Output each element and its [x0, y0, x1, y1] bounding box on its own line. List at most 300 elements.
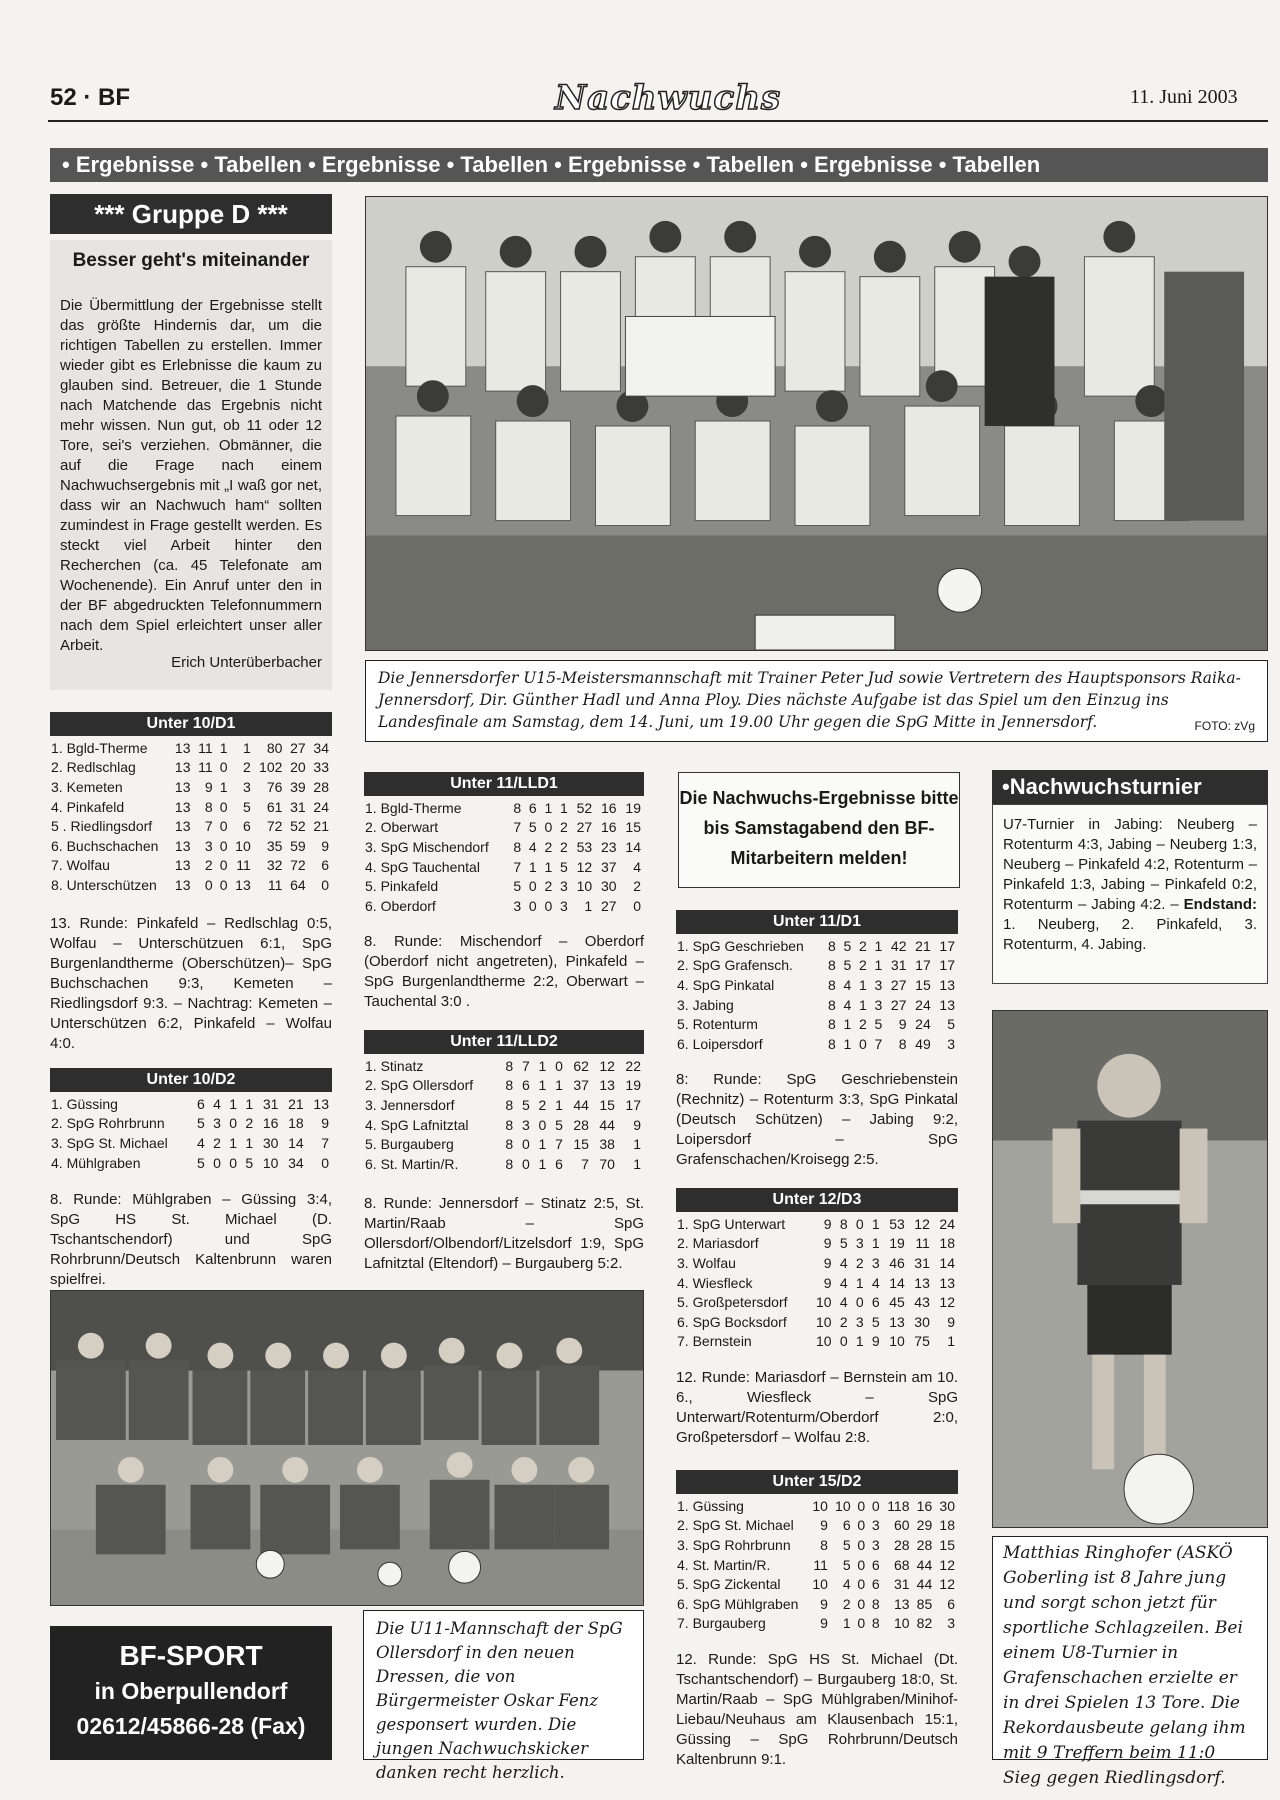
stat-cell: 5	[242, 798, 251, 815]
stat-cell: 9	[820, 1595, 828, 1612]
team-name-cell: 4. Wiesfleck	[677, 1274, 753, 1291]
table-row	[362, 1115, 644, 1135]
stat-cell: 28	[313, 778, 329, 795]
stat-cell: 1	[855, 1333, 864, 1350]
stat-cell: 16	[600, 799, 617, 816]
stat-cell: 4	[839, 1294, 848, 1311]
round-results-u11d1: 8: Runde: SpG Geschriebenstein (Rechnitz) – Rotenturm 3:3, SpG Pinkatal (Deutsch Schützen) – Jabing 9:2, Loipersdorf – SpG Grafenschachen/Kroisegg 2:5.	[676, 1071, 958, 1168]
stat-cell: 1	[584, 897, 593, 914]
stat-cell: 82	[916, 1615, 933, 1632]
stat-cell: 1	[858, 976, 867, 993]
stat-cell: 76	[266, 778, 283, 795]
stat-cell: 6	[196, 1095, 205, 1112]
table-row	[674, 1332, 958, 1352]
stat-cell: 27	[890, 996, 907, 1013]
stat-cell: 14	[625, 838, 641, 855]
team-photo-u15-jennersdorf	[365, 196, 1268, 651]
stat-cell: 0	[219, 818, 228, 835]
team-name-cell: 1. Bgld-Therme	[51, 739, 148, 756]
stat-cell: 8	[827, 1035, 836, 1052]
stat-cell: 7	[555, 1136, 563, 1153]
team-name-cell: 5. Burgauberg	[365, 1136, 454, 1153]
team-name-cell: 5. Pinkafeld	[365, 878, 439, 895]
stat-cell: 2	[204, 857, 213, 874]
stat-cell: 5	[839, 1235, 848, 1252]
stat-cell: 12	[914, 1215, 930, 1232]
team-name-cell: 3. Kemeten	[51, 778, 123, 795]
team-name-cell: 5. SpG Zickental	[677, 1576, 781, 1593]
team-name-cell: 2. SpG Rohrbrunn	[51, 1115, 165, 1132]
boy-player-photo	[992, 1010, 1268, 1528]
stat-cell: 1	[538, 1136, 547, 1153]
stat-cell: 5	[842, 1536, 851, 1553]
stat-cell: 15	[939, 1536, 955, 1553]
stat-cell: 29	[916, 1517, 933, 1534]
stat-cell: 1	[874, 957, 883, 974]
stat-cell: 22	[625, 1057, 641, 1074]
header-rule	[48, 120, 1268, 122]
table-row	[362, 896, 644, 916]
stat-cell: 1	[947, 1333, 955, 1350]
stat-cell: 5	[874, 1016, 883, 1033]
stat-cell: 0	[521, 1136, 530, 1153]
section-banner: • Ergebnisse • Tabellen • Ergebnisse • Tabellen • Ergebnisse • Tabellen • Ergebnisse • Tabellen	[50, 148, 1268, 182]
team-name-cell: 6. Oberdorf	[365, 897, 436, 914]
stat-cell: 13	[313, 1095, 329, 1112]
stat-cell: 0	[321, 1154, 329, 1171]
round-results-u10d1: 13. Runde: Pinkafeld – Redlschlag 0:5, Wolfau – Unterschützuen 6:1, SpG Burgenlandtherme (Oberschützen)– SpG Buchschachen 9:3, Kemeten – Riedlingsdorf 9:3. – Nachtrag: Kemeten – Unterschützen 6:2, Pinkafeld – Wolfau 4:0.	[50, 915, 332, 1052]
tournament-box	[992, 804, 1268, 984]
stat-cell: 12	[939, 1294, 955, 1311]
team-name-cell: 4. SpG Tauchental	[365, 858, 480, 875]
stat-cell: 2	[858, 937, 867, 954]
stat-cell: 24	[915, 1016, 931, 1033]
stat-cell: 2	[858, 1016, 867, 1033]
commentary-heading: Besser geht's miteinander	[72, 250, 310, 271]
stat-cell: 24	[313, 798, 329, 815]
stat-cell: 12	[939, 1556, 955, 1573]
stat-cell: 49	[915, 1035, 931, 1052]
stat-cell: 7	[513, 819, 522, 836]
stat-cell: 19	[625, 1077, 641, 1094]
stat-cell: 13	[174, 876, 191, 893]
stat-cell: 27	[600, 897, 617, 914]
stat-cell: 15	[625, 819, 641, 836]
stat-cell: 2	[560, 819, 568, 836]
team-name-cell: 5. Rotenturm	[677, 1016, 758, 1033]
stat-cell: 8	[505, 1077, 514, 1094]
stat-cell: 8	[505, 1096, 514, 1113]
stat-cell: 6	[321, 857, 329, 874]
stat-cell: 5	[560, 858, 568, 875]
stat-cell: 13	[893, 1595, 910, 1612]
team-name-cell: 4. Pinkafeld	[51, 798, 125, 815]
stat-cell: 3	[874, 996, 883, 1013]
stat-cell: 1	[229, 1095, 238, 1112]
stat-cell: 0	[219, 837, 228, 854]
table-row	[674, 1034, 958, 1054]
stat-cell: 30	[939, 1497, 955, 1514]
stat-cell: 102	[259, 759, 283, 776]
tournament-title: •Nachwuchsturnier	[992, 770, 1268, 804]
stat-cell: 0	[219, 759, 228, 776]
stat-cell: 6	[871, 1556, 880, 1573]
stat-cell: 3	[874, 976, 883, 993]
stat-cell: 72	[266, 818, 283, 835]
stat-cell: 13	[939, 976, 955, 993]
stat-cell: 46	[889, 1254, 905, 1271]
stat-cell: 1	[842, 1615, 851, 1632]
stat-cell: 16	[262, 1115, 279, 1132]
stat-cell: 8	[505, 1155, 514, 1172]
stat-cell: 30	[914, 1313, 930, 1330]
stat-cell: 68	[893, 1556, 910, 1573]
table-row	[674, 1234, 958, 1254]
team-photo-graphic	[366, 197, 1267, 650]
stat-cell: 1	[871, 1215, 880, 1232]
stat-cell: 10	[262, 1154, 279, 1171]
stat-cell: 1	[229, 1134, 238, 1151]
stat-cell: 1	[555, 1096, 563, 1113]
stat-cell: 13	[174, 759, 191, 776]
stat-cell: 15	[573, 1136, 589, 1153]
stat-cell: 9	[633, 1116, 641, 1133]
stat-cell: 1	[544, 799, 553, 816]
table-row	[362, 837, 644, 857]
stat-cell: 11	[198, 759, 213, 776]
stat-cell: 0	[538, 1116, 547, 1133]
stat-cell: 21	[288, 1095, 304, 1112]
stat-cell: 37	[573, 1077, 589, 1094]
team-name-cell: 3. SpG Mischendorf	[365, 838, 489, 855]
stat-cell: 10	[235, 837, 251, 854]
team-photo-caption	[365, 660, 1268, 742]
bf-sport-location: in Oberpullendorf	[94, 1678, 288, 1704]
stat-cell: 3	[871, 1536, 880, 1553]
stat-cell: 17	[915, 957, 931, 974]
stat-cell: 5	[196, 1115, 205, 1132]
stat-cell: 10	[893, 1615, 910, 1632]
stat-cell: 43	[914, 1294, 930, 1311]
stat-cell: 12	[599, 1057, 615, 1074]
stat-cell: 32	[266, 857, 283, 874]
table-row	[674, 1214, 958, 1234]
stat-cell: 53	[576, 838, 593, 855]
stat-cell: 85	[916, 1595, 933, 1612]
stat-cell: 52	[576, 799, 593, 816]
team-name-cell: 2. Mariasdorf	[677, 1235, 759, 1252]
stat-cell: 5	[842, 1556, 851, 1573]
stat-cell: 13	[235, 876, 251, 893]
table-title-u11lld2: Unter 11/LLD2	[364, 1030, 644, 1054]
stat-cell: 0	[555, 1057, 563, 1074]
stat-cell: 80	[266, 739, 283, 756]
stat-cell: 8	[839, 1215, 848, 1232]
stat-cell: 13	[174, 778, 191, 795]
table-row	[362, 1095, 644, 1115]
stat-cell: 0	[204, 876, 213, 893]
stat-cell: 4	[213, 1095, 221, 1112]
stat-cell: 0	[857, 1576, 866, 1593]
stat-cell: 13	[174, 837, 191, 854]
team-photo-caption-text: Die Jennersdorfer U15-Meistersmannschaft mit Trainer Peter Jud sowie Vertretern des Hauptsponsors Raika-Jennersdorf, Dir. Günther Hadl und Anna Ploy. Dies nächste Aufgabe ist das Spiel um den Einzug ins Landesfinale am Samstag, dem 14. Juni, um 19.00 Uhr gegen die SpG Mitte in Jennersdorf.	[378, 669, 1241, 731]
table-row	[48, 777, 332, 797]
stat-cell: 16	[916, 1497, 933, 1514]
team-name-cell: 7. Bernstein	[677, 1333, 752, 1350]
stat-cell: 9	[823, 1274, 832, 1291]
stat-cell: 3	[521, 1116, 530, 1133]
stat-cell: 4	[839, 1254, 848, 1271]
table-row	[362, 876, 644, 896]
stat-cell: 10	[835, 1497, 851, 1514]
stat-cell: 0	[857, 1517, 866, 1534]
stat-cell: 4	[196, 1134, 205, 1151]
stat-cell: 118	[887, 1497, 910, 1514]
stat-cell: 3	[213, 1115, 221, 1132]
stat-cell: 28	[573, 1116, 589, 1133]
table-row	[674, 1273, 958, 1293]
stat-cell: 21	[915, 937, 931, 954]
stat-cell: 0	[321, 876, 329, 893]
stat-cell: 27	[290, 739, 306, 756]
table-row	[48, 875, 332, 895]
stat-cell: 5	[555, 1116, 563, 1133]
stat-cell: 11	[236, 857, 251, 874]
stat-cell: 3	[560, 878, 568, 895]
stat-cell: 44	[916, 1556, 933, 1573]
stat-cell: 1	[245, 1095, 254, 1112]
team-name-cell: 3. Jennersdorf	[365, 1096, 455, 1113]
standings-table-u10d1	[48, 738, 332, 895]
stat-cell: 44	[599, 1116, 615, 1133]
stat-cell: 0	[857, 1497, 866, 1514]
team-name-cell: 1. SpG Unterwart	[677, 1215, 786, 1232]
stat-cell: 3	[560, 897, 568, 914]
stat-cell: 75	[914, 1333, 930, 1350]
stat-cell: 8	[871, 1595, 880, 1612]
stat-cell: 0	[857, 1615, 866, 1632]
tournament-final-label: Endstand:	[1183, 896, 1257, 913]
stat-cell: 44	[916, 1576, 933, 1593]
stat-cell: 7	[513, 858, 522, 875]
stat-cell: 8	[827, 1016, 836, 1033]
stat-cell: 31	[290, 798, 306, 815]
team-name-cell: 3. SpG St. Michael	[51, 1134, 168, 1151]
stat-cell: 8	[513, 799, 522, 816]
stat-cell: 11	[198, 739, 213, 756]
table-row	[48, 816, 332, 836]
stat-cell: 64	[290, 876, 306, 893]
stat-cell: 2	[855, 1254, 864, 1271]
team-name-cell: 6. St. Martin/R.	[365, 1155, 459, 1172]
stat-cell: 11	[267, 876, 283, 893]
stat-cell: 1	[242, 739, 251, 756]
stat-cell: 0	[229, 1154, 238, 1171]
team-name-cell: 6. SpG Bocksdorf	[677, 1313, 787, 1330]
team-name-cell: 3. Jabing	[677, 996, 734, 1013]
stat-cell: 59	[290, 837, 306, 854]
team-name-cell: 6. Buchschachen	[51, 837, 159, 854]
stat-cell: 6	[528, 799, 537, 816]
stat-cell: 9	[823, 1254, 832, 1271]
team-name-cell: 2. SpG Grafensch.	[677, 957, 793, 974]
team-name-cell: 1. SpG Geschrieben	[677, 937, 804, 954]
stat-cell: 1	[633, 1136, 641, 1153]
stat-cell: 5	[843, 957, 852, 974]
photo-credit: FOTO: zVg	[1194, 719, 1255, 733]
stat-cell: 60	[893, 1517, 910, 1534]
table-row	[674, 1516, 958, 1536]
stat-cell: 18	[939, 1517, 955, 1534]
table-row	[674, 956, 958, 976]
section-title: Nachwuchs	[555, 78, 782, 118]
stat-cell: 10	[889, 1333, 905, 1350]
stat-cell: 0	[871, 1497, 880, 1514]
table-row	[674, 1312, 958, 1332]
stat-cell: 1	[538, 1057, 547, 1074]
bf-sport-fax: 02612/45866-28 (Fax)	[76, 1713, 306, 1739]
u11-photo-caption: Die U11-Mannschaft der SpG Ollersdorf in den neuen Dressen, die von Bürgermeister Oskar Fenz gesponsert wurden. Die jungen Nachwuchskicker danken recht herzlich.	[363, 1610, 644, 1760]
stat-cell: 15	[915, 976, 931, 993]
table-row	[48, 738, 332, 758]
stat-cell: 72	[290, 857, 306, 874]
stat-cell: 30	[600, 878, 617, 895]
stat-cell: 31	[262, 1095, 279, 1112]
stat-cell: 13	[939, 1274, 955, 1291]
team-name-cell: 2. SpG Ollersdorf	[365, 1077, 474, 1094]
team-name-cell: 5. Großpetersdorf	[677, 1294, 788, 1311]
table-row	[48, 1094, 332, 1114]
stat-cell: 8	[827, 976, 836, 993]
results-notice: Die Nachwuchs-Ergebnisse bitte bis Samstagabend den BF-Mitarbeitern melden!	[678, 772, 960, 888]
stat-cell: 2	[245, 1115, 254, 1132]
stat-cell: 1	[843, 1035, 852, 1052]
stat-cell: 2	[560, 838, 568, 855]
stat-cell: 2	[633, 878, 641, 895]
team-photo-u11-ollersdorf	[50, 1290, 644, 1606]
table-row	[674, 1014, 958, 1034]
stat-cell: 28	[916, 1536, 933, 1553]
stat-cell: 0	[521, 1155, 530, 1172]
stat-cell: 13	[914, 1274, 930, 1291]
team-name-cell: 6. Loipersdorf	[677, 1035, 763, 1052]
stat-cell: 3	[871, 1254, 880, 1271]
table-row	[674, 1253, 958, 1273]
stat-cell: 31	[890, 957, 907, 974]
stat-cell: 16	[600, 819, 617, 836]
table-row	[48, 1114, 332, 1134]
issue-date: 11. Juni 2003	[1130, 86, 1238, 108]
stat-cell: 3	[855, 1235, 864, 1252]
stat-cell: 0	[544, 819, 553, 836]
stat-cell: 1	[855, 1274, 864, 1291]
standings-table-u12d3	[674, 1214, 958, 1351]
table-row	[674, 1614, 958, 1634]
stat-cell: 10	[812, 1576, 828, 1593]
boy-photo-caption: Matthias Ringhofer (ASKÖ Goberling ist 8 Jahre jung und sorgt schon jetzt für sportliche Schlagzeilen. Bei einem U8-Turnier in Grafenschachen erzielte er in drei Spielen 13 Tore. Die Rekordausbeute gelang ihm mit 9 Treffern beim 11:0 Sieg gegen Riedlingsdorf.	[992, 1536, 1268, 1760]
stat-cell: 24	[939, 1215, 955, 1232]
table-row	[674, 1555, 958, 1575]
stat-cell: 10	[812, 1497, 828, 1514]
stat-cell: 1	[858, 996, 867, 1013]
stat-cell: 44	[573, 1096, 589, 1113]
stat-cell: 39	[290, 778, 306, 795]
stat-cell: 4	[842, 1576, 851, 1593]
stat-cell: 18	[288, 1115, 304, 1132]
stat-cell: 8	[871, 1615, 880, 1632]
team-name-cell: 2. Redlschlag	[51, 759, 136, 776]
table-row	[362, 1154, 644, 1174]
stat-cell: 9	[820, 1615, 828, 1632]
stat-cell: 13	[939, 996, 955, 1013]
table-title-u15d2: Unter 15/D2	[676, 1470, 958, 1494]
table-row	[48, 758, 332, 778]
team-name-cell: 4. SpG Pinkatal	[677, 976, 775, 993]
stat-cell: 2	[839, 1313, 848, 1330]
stat-cell: 2	[538, 1096, 547, 1113]
stat-cell: 0	[839, 1333, 848, 1350]
stat-cell: 6	[947, 1595, 955, 1612]
stat-cell: 9	[947, 1313, 955, 1330]
round-results-u12d3: 12. Runde: Mariasdorf – Bernstein am 10. 6., Wiesfleck – SpG Unterwart/Rotenturm/Oberdorf 2:0, Großpetersdorf – Wolfau 2:8.	[676, 1369, 958, 1446]
stat-cell: 5	[513, 878, 522, 895]
stat-cell: 7	[874, 1035, 883, 1052]
table-title-u11d1: Unter 11/D1	[676, 910, 958, 934]
stat-cell: 0	[855, 1215, 864, 1232]
stat-cell: 45	[889, 1294, 905, 1311]
stat-cell: 0	[857, 1595, 866, 1612]
round-results-u15d2: 12. Runde: SpG HS St. Michael (Dt. Tschantschendorf) – Burgauberg 18:0, St. Martin/Raab – SpG Mühlgraben/Minihof-Liebau/Neuhaus am Klausenbach 15:1, Güssing – SpG Rohrbrunn/Deutsch Kaltenbrunn 9:1.	[676, 1651, 958, 1768]
standings-table-u11d1	[674, 936, 958, 1054]
stat-cell: 0	[857, 1556, 866, 1573]
bf-sport-contact-box	[50, 1626, 332, 1760]
stat-cell: 4	[839, 1274, 848, 1291]
table-row	[48, 1153, 332, 1173]
team-name-cell: 4. St. Martin/R.	[677, 1556, 771, 1573]
group-title: *** Gruppe D ***	[50, 194, 332, 234]
stat-cell: 9	[820, 1517, 828, 1534]
stat-cell: 4	[871, 1274, 880, 1291]
boy-photo-graphic	[993, 1011, 1267, 1527]
stat-cell: 8	[827, 937, 836, 954]
team-name-cell: 1. Bgld-Therme	[365, 799, 462, 816]
stat-cell: 9	[321, 837, 329, 854]
standings-table-u11lld2	[362, 1056, 644, 1174]
team-name-cell: 2. SpG St. Michael	[677, 1517, 794, 1534]
stat-cell: 2	[544, 838, 553, 855]
stat-cell: 9	[823, 1235, 832, 1252]
stat-cell: 2	[544, 878, 553, 895]
table-title-u11lld1: Unter 11/LLD1	[364, 772, 644, 796]
stat-cell: 1	[544, 858, 553, 875]
team-name-cell: 4. Mühlgraben	[51, 1154, 141, 1171]
stat-cell: 9	[204, 778, 213, 795]
stat-cell: 34	[288, 1154, 304, 1171]
team-name-cell: 2. Oberwart	[365, 819, 439, 836]
stat-cell: 2	[858, 957, 867, 974]
stat-cell: 14	[889, 1274, 905, 1291]
stat-cell: 27	[576, 819, 593, 836]
stat-cell: 13	[889, 1313, 905, 1330]
stat-cell: 4	[528, 838, 537, 855]
stat-cell: 1	[219, 778, 228, 795]
stat-cell: 5	[196, 1154, 205, 1171]
stat-cell: 61	[266, 798, 283, 815]
round-results-u10d2: 8. Runde: Mühlgraben – Güssing 3:4, SpG HS St. Michael (D. Tschantschendorf) und SpG Rohrbrunn/Deutsch Kaltenbrunn waren spielfrei.	[50, 1191, 332, 1288]
table-row	[362, 818, 644, 838]
stat-cell: 6	[242, 818, 251, 835]
stat-cell: 1	[871, 1235, 880, 1252]
